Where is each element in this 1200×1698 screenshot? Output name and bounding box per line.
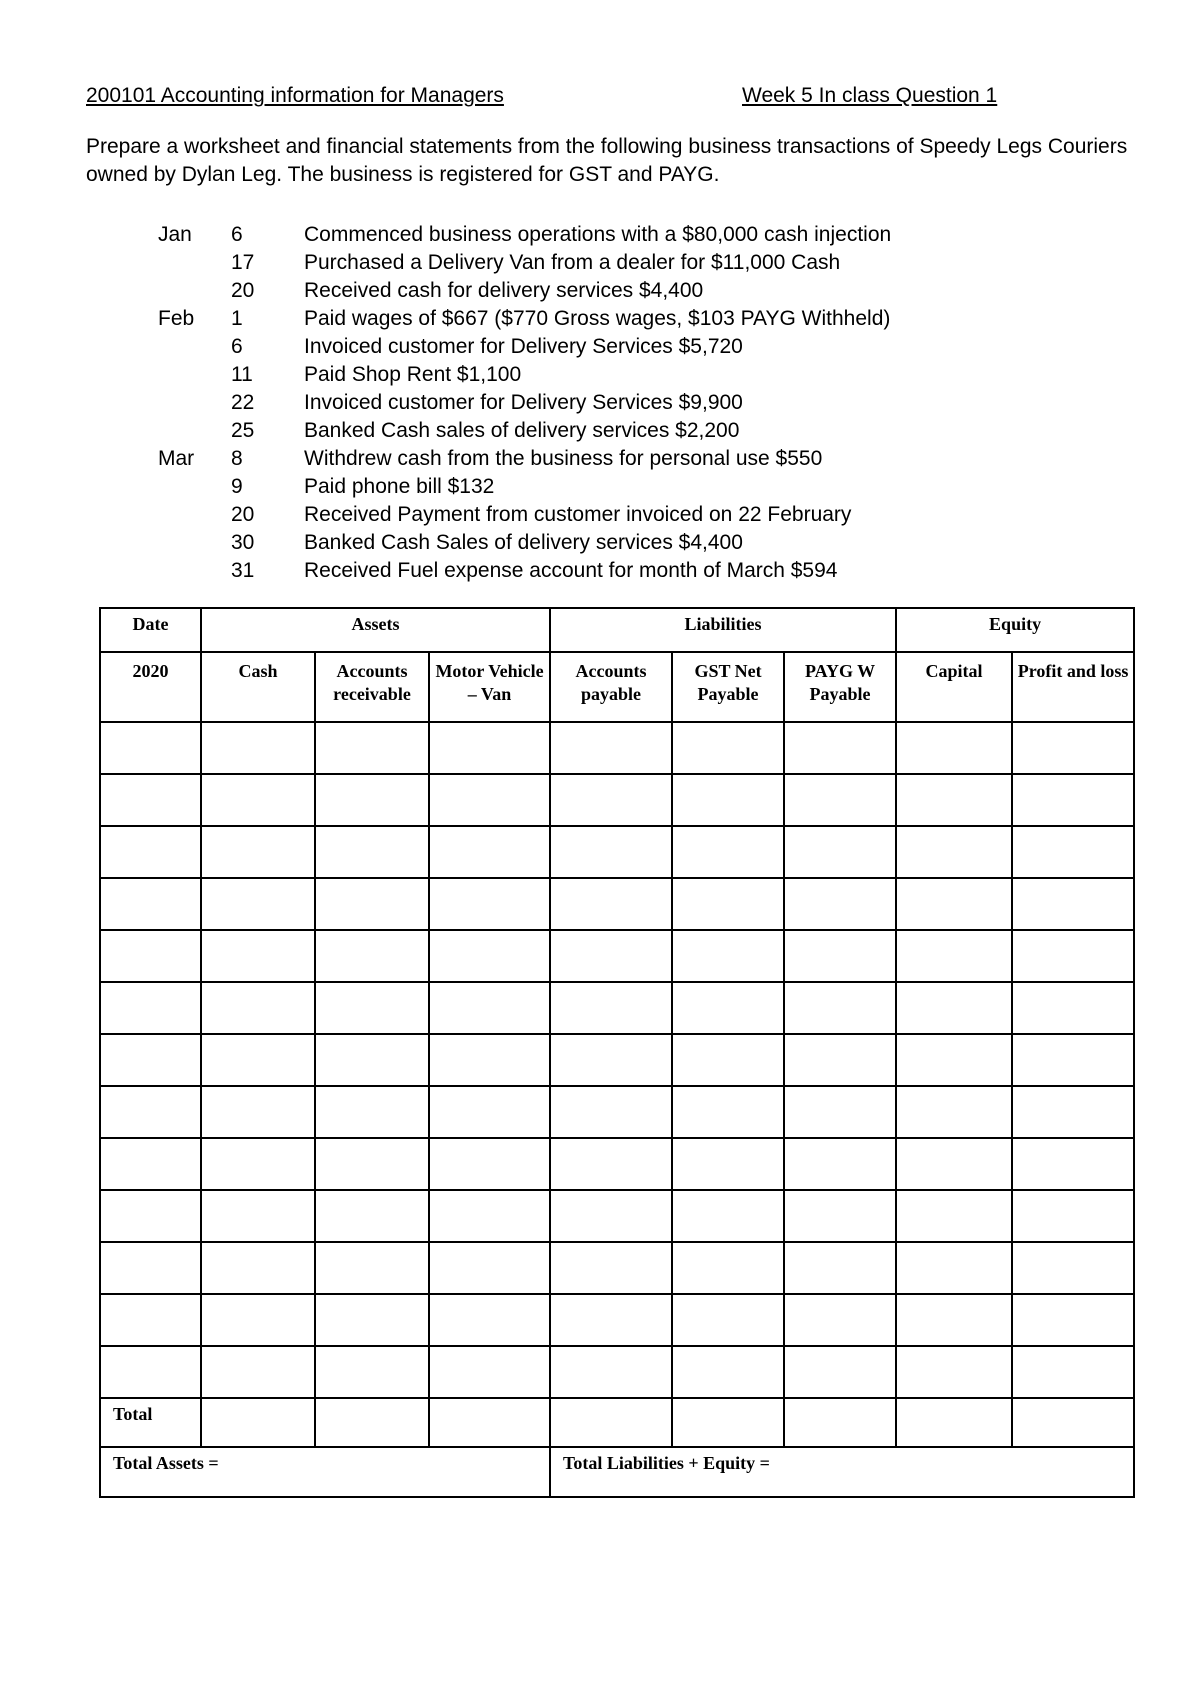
transaction-day: 25 [231, 419, 255, 442]
transaction-row [0, 305, 1200, 333]
entry-cell[interactable] [896, 1138, 1012, 1190]
worksheet-entry-row [100, 982, 1134, 1034]
entry-cell[interactable] [1012, 774, 1134, 826]
entry-cell[interactable] [1012, 930, 1134, 982]
transaction-row [0, 529, 1200, 557]
entry-cell[interactable] [315, 1086, 429, 1138]
entry-cell[interactable] [784, 1138, 896, 1190]
entry-cell[interactable] [429, 826, 550, 878]
entry-cell[interactable] [100, 982, 201, 1034]
entry-cell[interactable] [672, 1346, 784, 1398]
transaction-row [0, 473, 1200, 501]
worksheet-entry-row [100, 826, 1134, 878]
entry-cell[interactable] [201, 1242, 315, 1294]
entry-cell[interactable] [550, 1190, 672, 1242]
transaction-month: Jan [158, 223, 192, 246]
worksheet-entry-row [100, 1190, 1134, 1242]
transaction-day: 6 [231, 335, 243, 358]
entry-cell[interactable] [100, 826, 201, 878]
entry-cell[interactable] [315, 1242, 429, 1294]
transaction-text: Banked Cash sales of delivery services $2,200 [304, 419, 740, 442]
entry-cell[interactable] [201, 982, 315, 1034]
worksheet-entry-row [100, 1294, 1134, 1346]
entry-cell[interactable] [1012, 1138, 1134, 1190]
entry-cell[interactable] [784, 878, 896, 930]
capital-column-header: Capital [896, 652, 1012, 722]
entry-cell[interactable] [550, 878, 672, 930]
entry-cell[interactable] [429, 878, 550, 930]
entry-cell[interactable] [315, 1034, 429, 1086]
entry-cell[interactable] [315, 1294, 429, 1346]
entry-cell[interactable] [672, 1034, 784, 1086]
entry-cell[interactable] [550, 930, 672, 982]
transaction-day: 20 [231, 503, 255, 526]
total-cell[interactable] [1012, 1398, 1134, 1447]
entry-cell[interactable] [1012, 1294, 1134, 1346]
transaction-text: Commenced business operations with a $80,000 cash injection [304, 223, 892, 246]
year-column-header: 2020 [100, 652, 201, 722]
entry-cell[interactable] [429, 774, 550, 826]
entry-cell[interactable] [550, 722, 672, 774]
entry-cell[interactable] [315, 1190, 429, 1242]
entry-cell[interactable] [672, 774, 784, 826]
entry-cell[interactable] [315, 982, 429, 1034]
worksheet-entry-row [100, 1034, 1134, 1086]
entry-cell[interactable] [100, 1346, 201, 1398]
entry-cell[interactable] [550, 1242, 672, 1294]
entry-cell[interactable] [201, 1086, 315, 1138]
transaction-text: Received Fuel expense account for month of March $594 [304, 559, 838, 582]
entry-cell[interactable] [201, 826, 315, 878]
entry-cell[interactable] [315, 774, 429, 826]
entry-cell[interactable] [201, 1138, 315, 1190]
transaction-row [0, 501, 1200, 529]
transaction-row [0, 249, 1200, 277]
column-header-row [100, 652, 1134, 722]
total-liabilities-equity-cell[interactable]: Total Liabilities + Equity = [550, 1447, 1134, 1497]
entry-cell[interactable] [896, 878, 1012, 930]
total-cell[interactable] [429, 1398, 550, 1447]
total-cell[interactable] [672, 1398, 784, 1447]
question-title: Week 5 In class Question 1 [742, 84, 998, 107]
total-row [100, 1398, 1134, 1447]
entry-cell[interactable] [784, 774, 896, 826]
equity-group-header: Equity [896, 608, 1134, 652]
entry-cell[interactable] [672, 1086, 784, 1138]
entry-cell[interactable] [100, 774, 201, 826]
transaction-month: Mar [158, 447, 195, 470]
entry-cell[interactable] [550, 826, 672, 878]
entry-cell[interactable] [784, 1294, 896, 1346]
entry-cell[interactable] [784, 1034, 896, 1086]
transaction-text: Invoiced customer for Delivery Services $9,900 [304, 391, 743, 414]
entry-cell[interactable] [1012, 826, 1134, 878]
entry-cell[interactable] [784, 982, 896, 1034]
transaction-row [0, 445, 1200, 473]
entry-cell[interactable] [1012, 722, 1134, 774]
entry-cell[interactable] [550, 1086, 672, 1138]
entry-cell[interactable] [100, 1138, 201, 1190]
entry-cell[interactable] [896, 1086, 1012, 1138]
total-cell[interactable] [784, 1398, 896, 1447]
entry-cell[interactable] [672, 982, 784, 1034]
entry-cell[interactable] [672, 878, 784, 930]
entry-cell[interactable] [429, 1346, 550, 1398]
instructions-paragraph: Prepare a worksheet and financial statements from the following business transactions of Speedy Legs Couriers owned by Dylan Leg. The business is registered for GST and PAYG. [86, 135, 1128, 186]
payg-w-payable-column-header: PAYG W Payable [784, 652, 896, 722]
entry-cell[interactable] [429, 1034, 550, 1086]
worksheet-entry-row [100, 1086, 1134, 1138]
entry-cell[interactable] [100, 1190, 201, 1242]
entry-cell[interactable] [1012, 1346, 1134, 1398]
entry-cell[interactable] [315, 826, 429, 878]
entry-cell[interactable] [315, 878, 429, 930]
entry-cell[interactable] [672, 930, 784, 982]
entry-cell[interactable] [315, 930, 429, 982]
worksheet-entry-row [100, 1346, 1134, 1398]
transaction-day: 1 [231, 307, 243, 330]
entry-cell[interactable] [896, 1190, 1012, 1242]
entry-cell[interactable] [429, 930, 550, 982]
total-label: Total [100, 1398, 201, 1447]
worksheet-entry-row [100, 1242, 1134, 1294]
entry-cell[interactable] [201, 1034, 315, 1086]
entry-cell[interactable] [100, 1242, 201, 1294]
entry-cell[interactable] [1012, 878, 1134, 930]
entry-cell[interactable] [896, 826, 1012, 878]
transaction-day: 11 [231, 363, 253, 386]
transaction-row [0, 221, 1200, 249]
total-assets-cell[interactable]: Total Assets = [100, 1447, 550, 1497]
entry-cell[interactable] [672, 1190, 784, 1242]
entry-cell[interactable] [550, 1294, 672, 1346]
entry-cell[interactable] [784, 1242, 896, 1294]
entry-cell[interactable] [672, 1242, 784, 1294]
transaction-day: 9 [231, 475, 243, 498]
entry-cell[interactable] [201, 930, 315, 982]
transaction-day: 31 [231, 559, 255, 582]
entry-cell[interactable] [550, 774, 672, 826]
entry-cell[interactable] [100, 1034, 201, 1086]
entry-cell[interactable] [896, 1034, 1012, 1086]
entry-cell[interactable] [672, 722, 784, 774]
entry-cell[interactable] [896, 1346, 1012, 1398]
entry-cell[interactable] [315, 1138, 429, 1190]
entry-cell[interactable] [1012, 1242, 1134, 1294]
entry-cell[interactable] [896, 1294, 1012, 1346]
entry-cell[interactable] [429, 722, 550, 774]
accounting-worksheet-table [99, 607, 1135, 1498]
entry-cell[interactable] [896, 930, 1012, 982]
transaction-text: Paid phone bill $132 [304, 475, 495, 498]
entry-cell[interactable] [201, 878, 315, 930]
worksheet-entry-row [100, 1138, 1134, 1190]
entry-cell[interactable] [100, 878, 201, 930]
entry-cell[interactable] [550, 1138, 672, 1190]
entry-cell[interactable] [100, 930, 201, 982]
total-cell[interactable] [201, 1398, 315, 1447]
entry-cell[interactable] [201, 1190, 315, 1242]
worksheet-entry-row [100, 930, 1134, 982]
entry-cell[interactable] [100, 1086, 201, 1138]
liabilities-group-header: Liabilities [550, 608, 896, 652]
transaction-row [0, 277, 1200, 305]
worksheet-entry-row [100, 774, 1134, 826]
entry-cell[interactable] [672, 1294, 784, 1346]
accounts-receivable-column-header: Accounts receivable [315, 652, 429, 722]
worksheet-entry-row [100, 878, 1134, 930]
transaction-text: Invoiced customer for Delivery Services $5,720 [304, 335, 743, 358]
transaction-text: Paid wages of $667 ($770 Gross wages, $103 PAYG Withheld) [304, 307, 891, 330]
entry-cell[interactable] [201, 774, 315, 826]
transaction-day: 6 [231, 223, 243, 246]
group-header-row [100, 608, 1134, 652]
entry-cell[interactable] [784, 1086, 896, 1138]
assets-group-header: Assets [201, 608, 550, 652]
entry-cell[interactable] [100, 722, 201, 774]
entry-cell[interactable] [784, 826, 896, 878]
transaction-row [0, 389, 1200, 417]
total-cell[interactable] [315, 1398, 429, 1447]
entry-cell[interactable] [550, 1034, 672, 1086]
transaction-day: 20 [231, 279, 255, 302]
worksheet-entry-row [100, 722, 1134, 774]
course-title: 200101 Accounting information for Managers [86, 84, 504, 107]
entry-cell[interactable] [429, 982, 550, 1034]
entry-cell[interactable] [201, 1294, 315, 1346]
entry-cell[interactable] [100, 1294, 201, 1346]
transaction-row [0, 333, 1200, 361]
entry-cell[interactable] [550, 982, 672, 1034]
transaction-day: 8 [231, 447, 243, 470]
entry-cell[interactable] [672, 1138, 784, 1190]
transaction-text: Withdrew cash from the business for personal use $550 [304, 447, 823, 470]
entry-cell[interactable] [429, 1138, 550, 1190]
transaction-day: 30 [231, 531, 255, 554]
transaction-row [0, 417, 1200, 445]
date-group-header: Date [100, 608, 201, 652]
entry-cell[interactable] [784, 722, 896, 774]
entry-cell[interactable] [429, 1086, 550, 1138]
transaction-text: Banked Cash Sales of delivery services $4,400 [304, 531, 743, 554]
motor-vehicle-column-header: Motor Vehicle – Van [429, 652, 550, 722]
transaction-text: Purchased a Delivery Van from a dealer for $11,000 Cash [304, 251, 841, 274]
profit-and-loss-column-header: Profit and loss [1012, 652, 1134, 722]
transaction-day: 22 [231, 391, 255, 414]
entry-cell[interactable] [429, 1190, 550, 1242]
entry-cell[interactable] [1012, 1034, 1134, 1086]
transaction-row [0, 361, 1200, 389]
accounts-payable-column-header: Accounts payable [550, 652, 672, 722]
entry-cell[interactable] [550, 1346, 672, 1398]
entry-cell[interactable] [784, 930, 896, 982]
entry-cell[interactable] [429, 1242, 550, 1294]
entry-cell[interactable] [672, 826, 784, 878]
transaction-text: Received cash for delivery services $4,400 [304, 279, 704, 302]
entry-cell[interactable] [429, 1294, 550, 1346]
entry-cell[interactable] [1012, 1190, 1134, 1242]
transaction-text: Paid Shop Rent $1,100 [304, 363, 522, 386]
transaction-day: 17 [231, 251, 255, 274]
entry-cell[interactable] [896, 722, 1012, 774]
entry-cell[interactable] [896, 774, 1012, 826]
balance-row [100, 1447, 1134, 1497]
transaction-month: Feb [158, 307, 195, 330]
entry-cell[interactable] [1012, 982, 1134, 1034]
entry-cell[interactable] [201, 722, 315, 774]
entry-cell[interactable] [784, 1346, 896, 1398]
entry-cell[interactable] [1012, 1086, 1134, 1138]
entry-cell[interactable] [896, 1242, 1012, 1294]
cash-column-header: Cash [201, 652, 315, 722]
total-cell[interactable] [550, 1398, 672, 1447]
total-cell[interactable] [896, 1398, 1012, 1447]
transaction-text: Received Payment from customer invoiced on 22 February [304, 503, 852, 526]
transaction-row [0, 557, 1200, 585]
entry-cell[interactable] [315, 1346, 429, 1398]
gst-net-payable-column-header: GST Net Payable [672, 652, 784, 722]
entry-cell[interactable] [201, 1346, 315, 1398]
entry-cell[interactable] [315, 722, 429, 774]
entry-cell[interactable] [784, 1190, 896, 1242]
entry-cell[interactable] [896, 982, 1012, 1034]
